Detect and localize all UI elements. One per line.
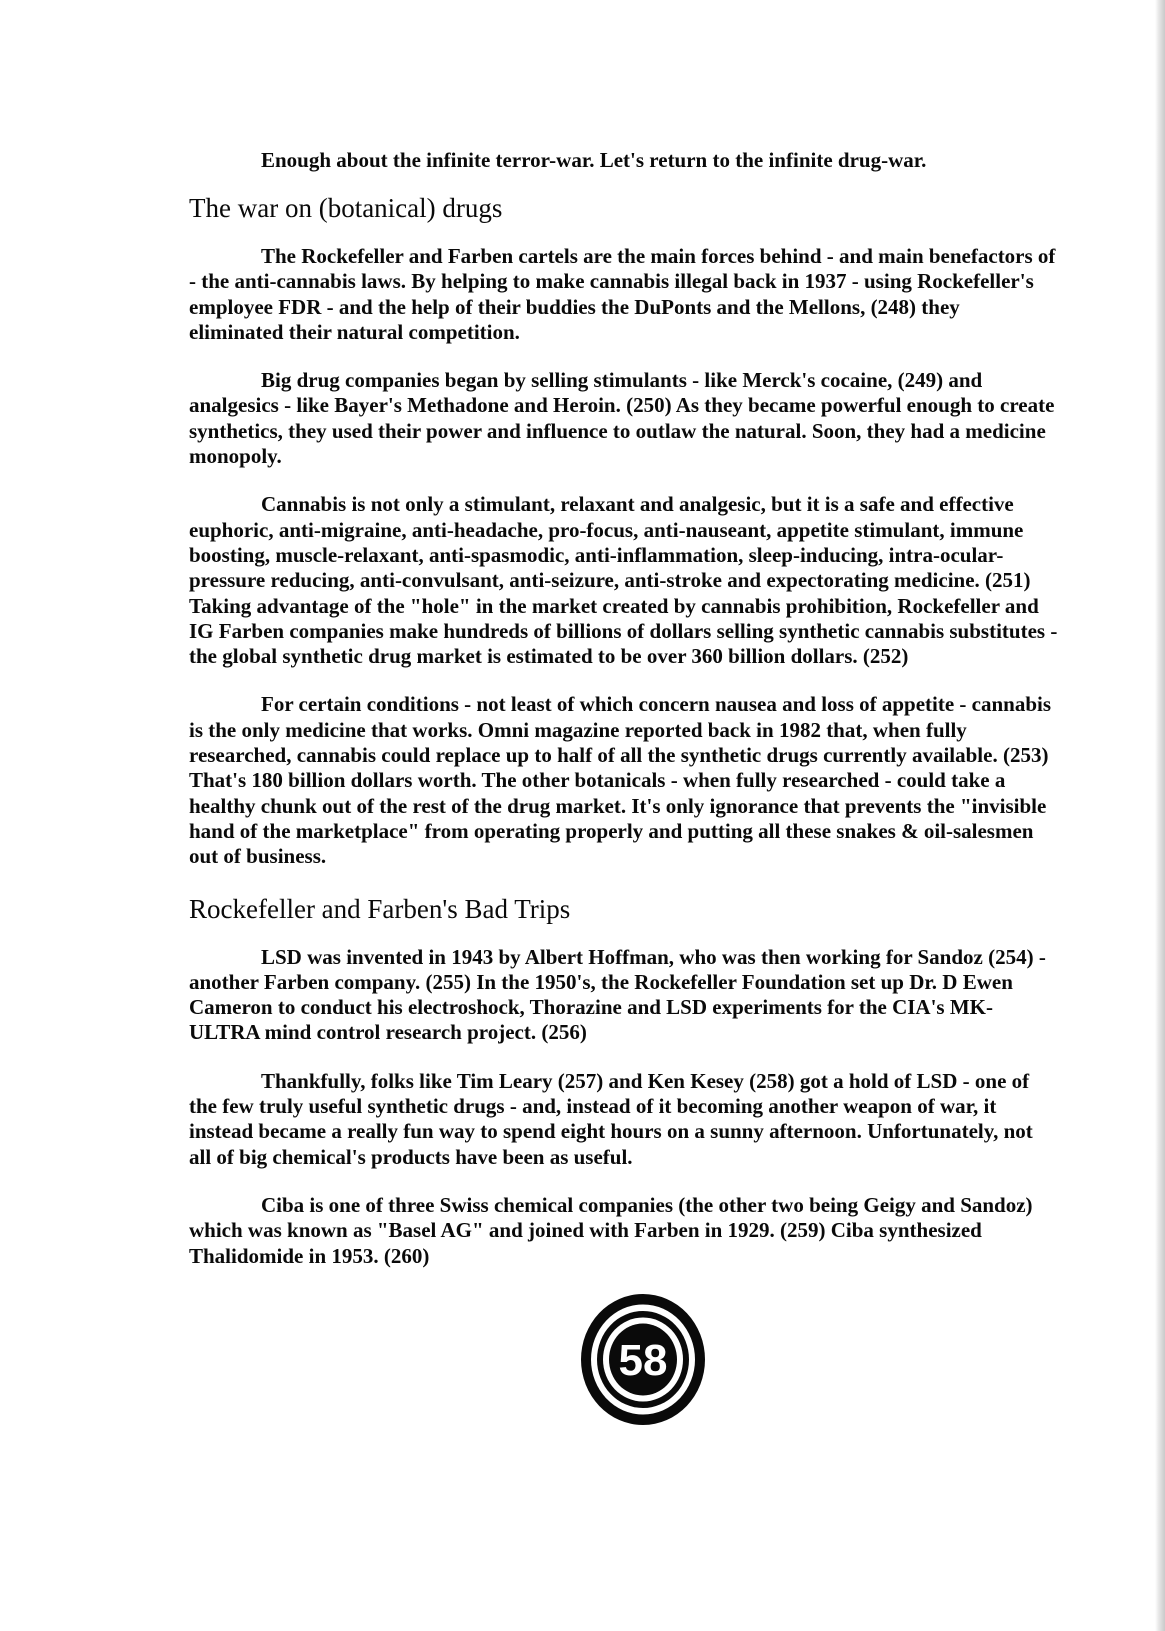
page-number-text: 58 [618, 1336, 668, 1385]
paragraph: Thankfully, folks like Tim Leary (257) and Ken Kesey (258) got a hold of LSD - one of the few truly useful synthetic drugs - and, instead of it becoming another weapon of war, it instead became a really fun way to spend eight hours on a sunny afternoon. Unfortunately, not all of big chemical's products have been as useful. [189, 1068, 1033, 1169]
paragraph: The Rockefeller and Farben cartels are the main forces behind - and main benefactors of - the anti-cannabis laws. By helping to make cannabis illegal back in 1937 - using Rockefeller's employee FDR - and the help of their buddies the DuPonts and the Mellons, (248) they eliminated their natural competition. [189, 244, 1056, 344]
page-number-badge [578, 1291, 708, 1428]
paragraph: Ciba is one of three Swiss chemical companies (the other two being Geigy and Sandoz) which was known as "Basel AG" and joined with Farben in 1929. (259) Ciba synthesized Thalidomide in 1953. (260) [189, 1192, 1033, 1268]
intro-line: Enough about the infinite terror-war. Let's return to the infinite drug-war. [261, 148, 927, 172]
section-bad-trips [189, 893, 1059, 1269]
section-botanical-drugs [189, 192, 1059, 870]
scan-edge-shadow [1155, 0, 1165, 1631]
paragraph: For certain conditions - not least of which concern nausea and loss of appetite - cannabis is the only medicine that works. Omni magazine reported back in 1982 that, when fully researched, cannabis could replace up to half of all the synthetic drugs currently available. (253) That's 180 billion dollars worth. The other botanicals - when fully researched - could take a healthy chunk out of the rest of the drug market. It's only ignorance that prevents the "invisible hand of the marketplace" from operating properly and putting all these snakes & oil-salesmen out of business. [189, 692, 1052, 869]
section-heading: The war on (botanical) drugs [189, 193, 503, 223]
page-content [189, 146, 1059, 1292]
section-heading: Rockefeller and Farben's Bad Trips [189, 893, 571, 924]
paragraph: LSD was invented in 1943 by Albert Hoffman, who was then working for Sandoz (254) - another Farben company. (255) In the 1950's, the Rockefeller Foundation set up Dr. D Ewen Cameron to conduct his electroshock, Thorazine and LSD experiments for the CIA's MK-ULTRA mind control research project. (256) [189, 944, 1046, 1045]
paragraph: Cannabis is not only a stimulant, relaxant and analgesic, but it is a safe and effective euphoric, anti-migraine, anti-headache, pro-focus, anti-nauseant, appetite stimulant, immune boosting, muscle-relaxant, anti-spasmodic, anti-inflammation, sleep-inducing, intra-ocular-pressure reducing, anti-convulsant, anti-seizure, anti-stroke and expectorating medicine. (251) Taking advantage of the "hole" in the market created by cannabis prohibition, Rockefeller and IG Farben companies make hundreds of billions of dollars selling synthetic cannabis substitutes - the global synthetic drug market is estimated to be over 360 billion dollars. (252) [189, 492, 1058, 669]
page-number-seal [578, 1291, 708, 1428]
paragraph: Big drug companies began by selling stimulants - like Merck's cocaine, (249) and analgesics - like Bayer's Methadone and Heroin. (250) As they became powerful enough to create synthetics, they used their power and influence to outlaw the natural. Soon, they had a medicine monopoly. [189, 368, 1055, 469]
